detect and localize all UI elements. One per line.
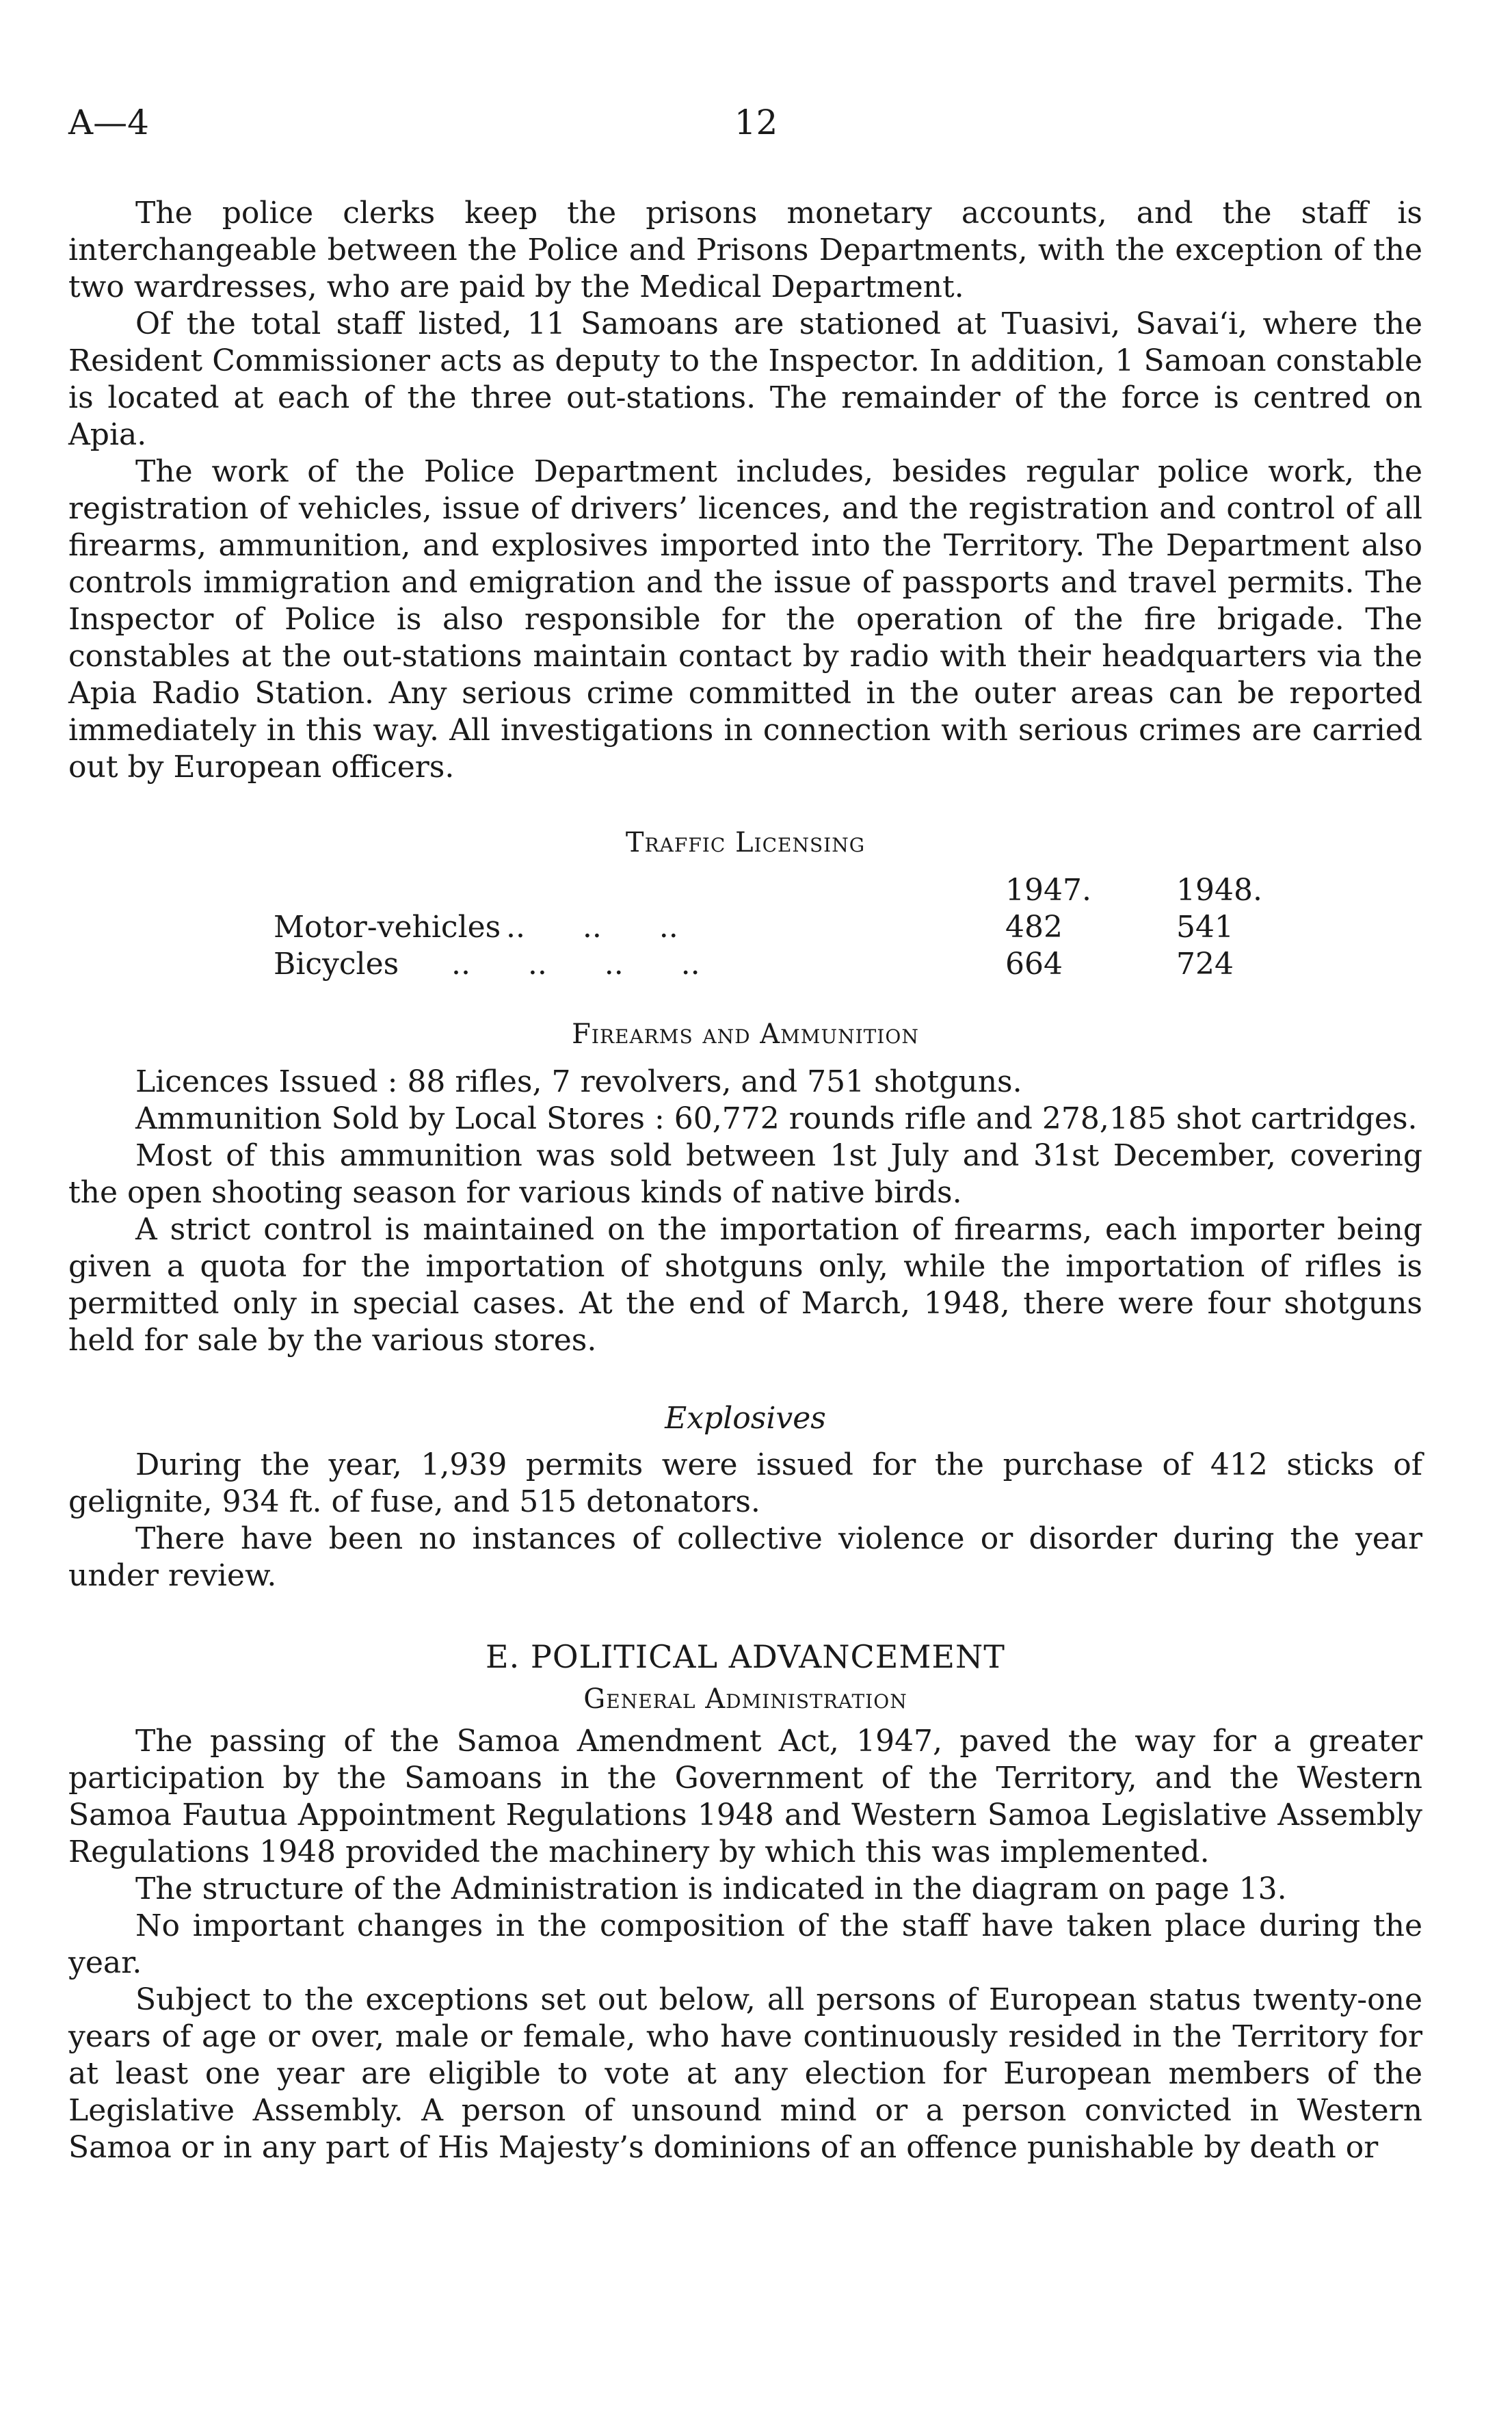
document-reference: A—4 [68, 103, 149, 142]
page-body [68, 195, 1422, 2166]
paragraph: The police clerks keep the prisons monetary accounts, and the staff is interchangeable between the Police and Prisons Departments, with the exception of the two wardresses, who are paid by the Medical Department. [68, 196, 1422, 304]
paragraph: The work of the Police Department includes, besides regular police work, the registration of vehicles, issue of drivers’ licences, and the registration and control of all firearms, ammunition, and explosives imported into the Territory. The Department also controls immigration and emigration and the issue of passports and travel permits. The Inspector of Police is also responsible for the operation of the fire brigade. The constables at the out-stations maintain contact by radio with their headquarters via the Apia Radio Station. Any serious crime committed in the outer areas can be reported immediately in this way. All investigations in connection with serious crimes are carried out by European officers. [68, 454, 1422, 785]
subheading-general-administration: General Administration [583, 1683, 907, 1715]
section-heading-traffic-licensing: Traffic Licensing [625, 827, 866, 858]
paragraph: Ammunition Sold by Local Stores : 60,772 rounds rifle and 278,185 shot cartridges. [135, 1101, 1418, 1136]
paragraph: The passing of the Samoa Amendment Act, 1947, paved the way for a greater participation by the Samoans in the Government of the Territory, and the Western Samoa Fautua Appointment Regulations 1948 and Western Samoa Legislative Assembly Regulations 1948 provided the machinery by which this was implemented. [68, 1724, 1422, 1869]
paragraph: There have been no instances of collective violence or disorder during the year under review. [68, 1521, 1422, 1593]
page-number: 12 [734, 103, 778, 142]
paragraph: A strict control is maintained on the importation of firearms, each importer being given a quota for the importation of shotguns only, while the importation of rifles is permitted only in special cases. At the end of March, 1948, there were four shotguns held for sale by the various stores. [68, 1212, 1422, 1358]
column-header-1947: 1947. [1005, 873, 1091, 908]
paragraph: No important changes in the composition of the staff have taken place during the year. [68, 1908, 1422, 1980]
paragraph: Most of this ammunition was sold between 1st July and 31st December, covering the open shooting season for various kinds of native birds. [68, 1138, 1422, 1210]
section-heading-explosives: Explosives [665, 1401, 826, 1436]
value-1947: 664 [1005, 947, 1063, 982]
section-heading-political-advancement: E. POLITICAL ADVANCEMENT [486, 1638, 1005, 1675]
value-1948: 724 [1176, 947, 1234, 982]
paragraph: Of the total staff listed, 11 Samoans are stationed at Tuasivi, Savai‘i, where the Resident Commissioner acts as deputy to the Inspector. In addition, 1 Samoan constable is located at each of the three out-stations. The remainder of the force is centred on Apia. [68, 306, 1422, 452]
paragraph: Licences Issued : 88 rifles, 7 revolvers, and 751 shotguns. [135, 1064, 1022, 1099]
row-label: Bicycles [274, 947, 399, 982]
leader-dots: .. .. .. [506, 910, 678, 945]
page-header [68, 103, 1444, 157]
column-header-1948: 1948. [1176, 873, 1262, 908]
table-header-row [68, 872, 1422, 909]
table-row [68, 946, 1422, 983]
row-label: Motor-vehicles [274, 910, 501, 945]
value-1948: 541 [1176, 910, 1234, 945]
paragraph: The structure of the Administration is indicated in the diagram on page 13. [135, 1871, 1287, 1906]
paragraph: During the year, 1,939 permits were issued for the purchase of 412 sticks of gelignite, 934 ft. of fuse, and 515 detonators. [68, 1447, 1422, 1519]
section-heading-firearms: Firearms and Ammunition [572, 1019, 919, 1050]
leader-dots: .. .. .. .. [451, 947, 700, 982]
traffic-licensing-table [68, 872, 1422, 988]
value-1947: 482 [1005, 910, 1063, 945]
paragraph: Subject to the exceptions set out below, all persons of European status twenty-one years of age or over, male or female, who have continuously resided in the Territory for at least one year are eligible to vote at any election for European members of the Legislative Assembly. A person of unsound mind or a person convicted in Western Samoa or in any part of His Majesty’s dominions of an offence punishable by death or [68, 1982, 1422, 2165]
table-row [68, 909, 1422, 946]
